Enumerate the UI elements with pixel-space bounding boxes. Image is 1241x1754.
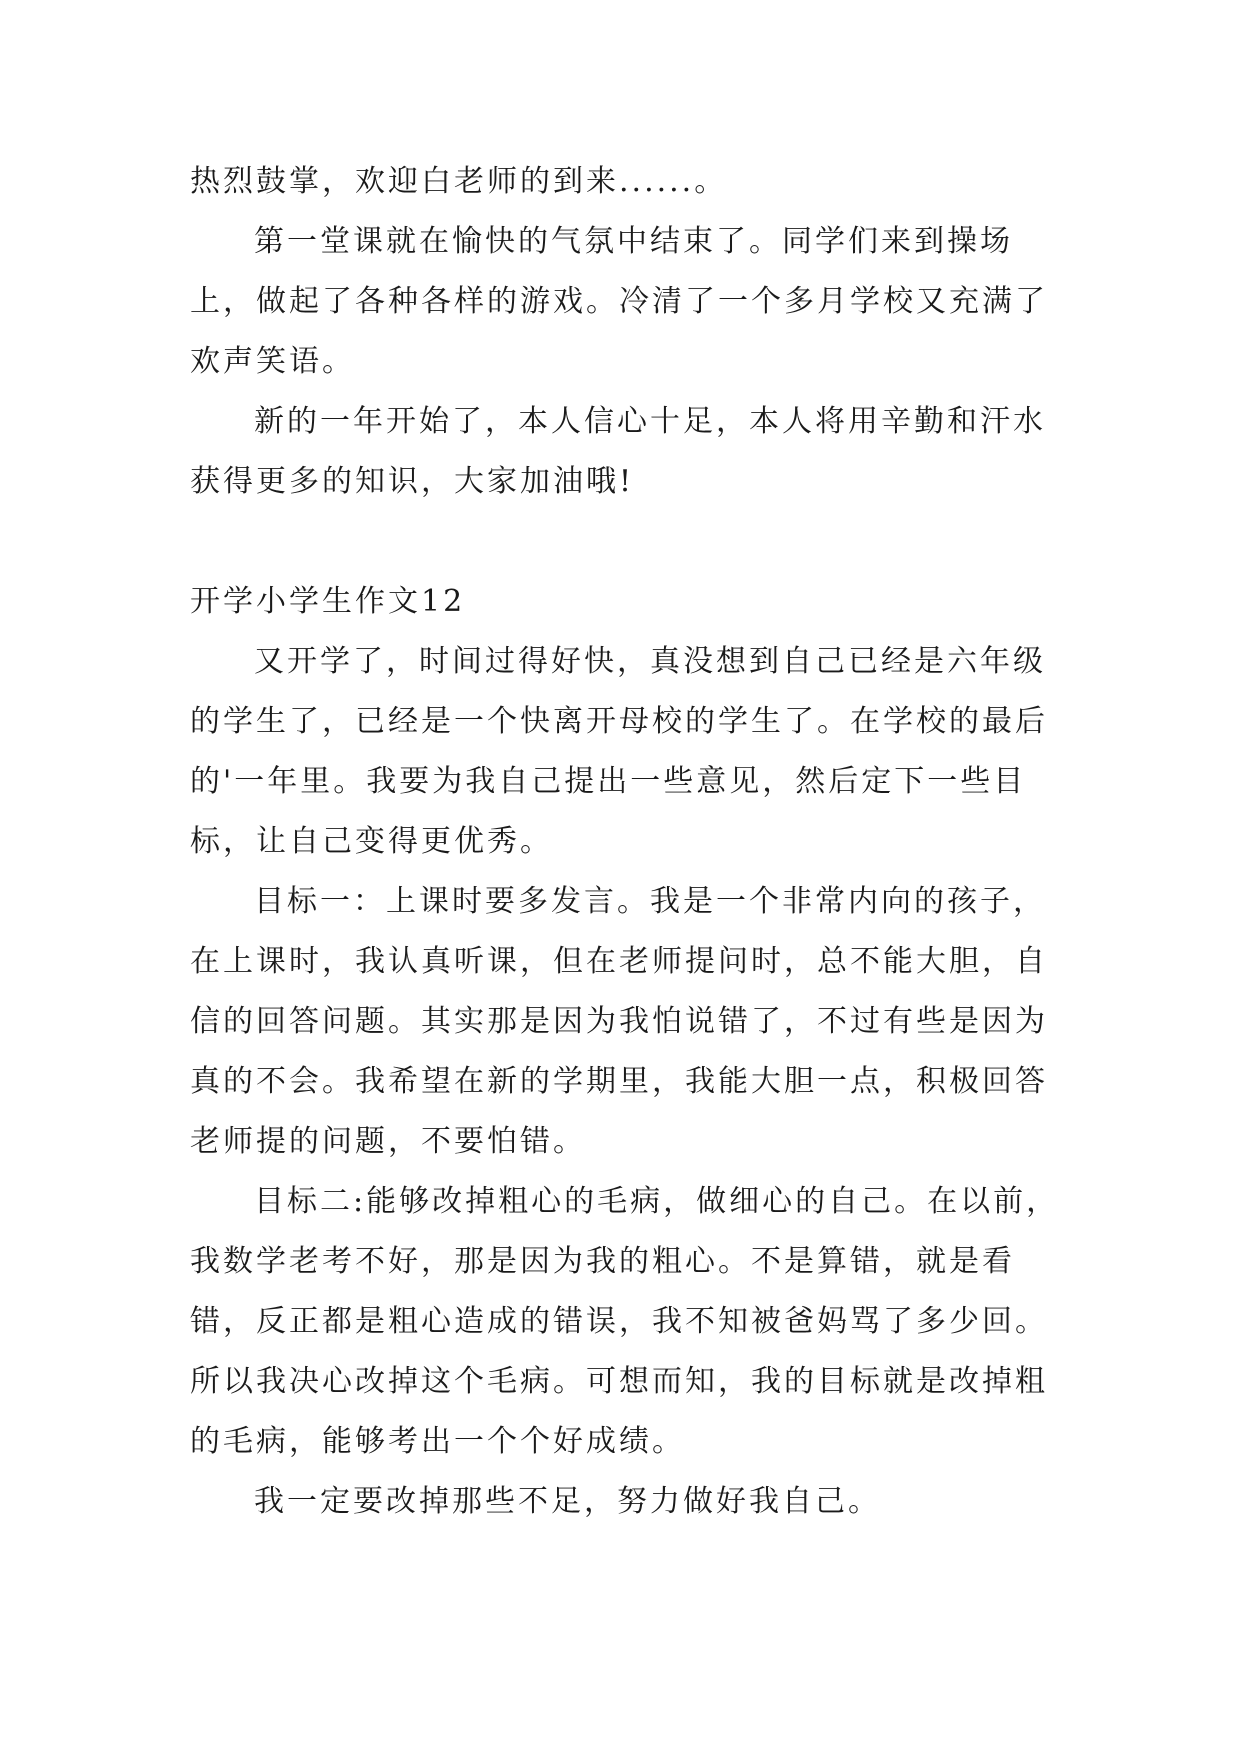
paragraph-class-ends: 第一堂课就在愉快的气氛中结束了。同学们来到操场上，做起了各种各样的游戏。冷清了一个多月学校又充满了欢声笑语。 bbox=[190, 224, 1048, 379]
continuation-line: 热烈鼓掌，欢迎白老师的到来......。 bbox=[190, 164, 728, 199]
paragraph-intro: 又开学了，时间过得好快，真没想到自己已经是六年级的学生了，已经是一个快离开母校的学生了。在学校的最后的'一年里。我要为我自己提出一些意见，然后定下一些目标，让自己变得更优秀。 bbox=[190, 644, 1048, 859]
essay-title: 开学小学生作文12 bbox=[190, 584, 466, 619]
paragraph-new-year: 新的一年开始了，本人信心十足，本人将用辛勤和汗水获得更多的知识，大家加油哦! bbox=[190, 404, 1046, 499]
paragraph-conclusion: 我一定要改掉那些不足，努力做好我自己。 bbox=[254, 1484, 881, 1519]
document-body bbox=[190, 152, 1070, 1532]
paragraph-goal-one: 目标一：上课时要多发言。我是一个非常内向的孩子，在上课时，我认真听课，但在老师提问时，总不能大胆，自信的回答问题。其实那是因为我怕说错了，不过有些是因为真的不会。我希望在新的学期里，我能大胆一点，积极回答老师提的问题，不要怕错。 bbox=[190, 884, 1048, 1159]
paragraph-goal-two: 目标二:能够改掉粗心的毛病，做细心的自己。在以前，我数学老考不好，那是因为我的粗心。不是算错，就是看错，反正都是粗心造成的错误，我不知被爸妈骂了多少回。所以我决心改掉这个毛病。可想而知，我的目标就是改掉粗的毛病，能够考出一个个好成绩。 bbox=[190, 1184, 1060, 1459]
